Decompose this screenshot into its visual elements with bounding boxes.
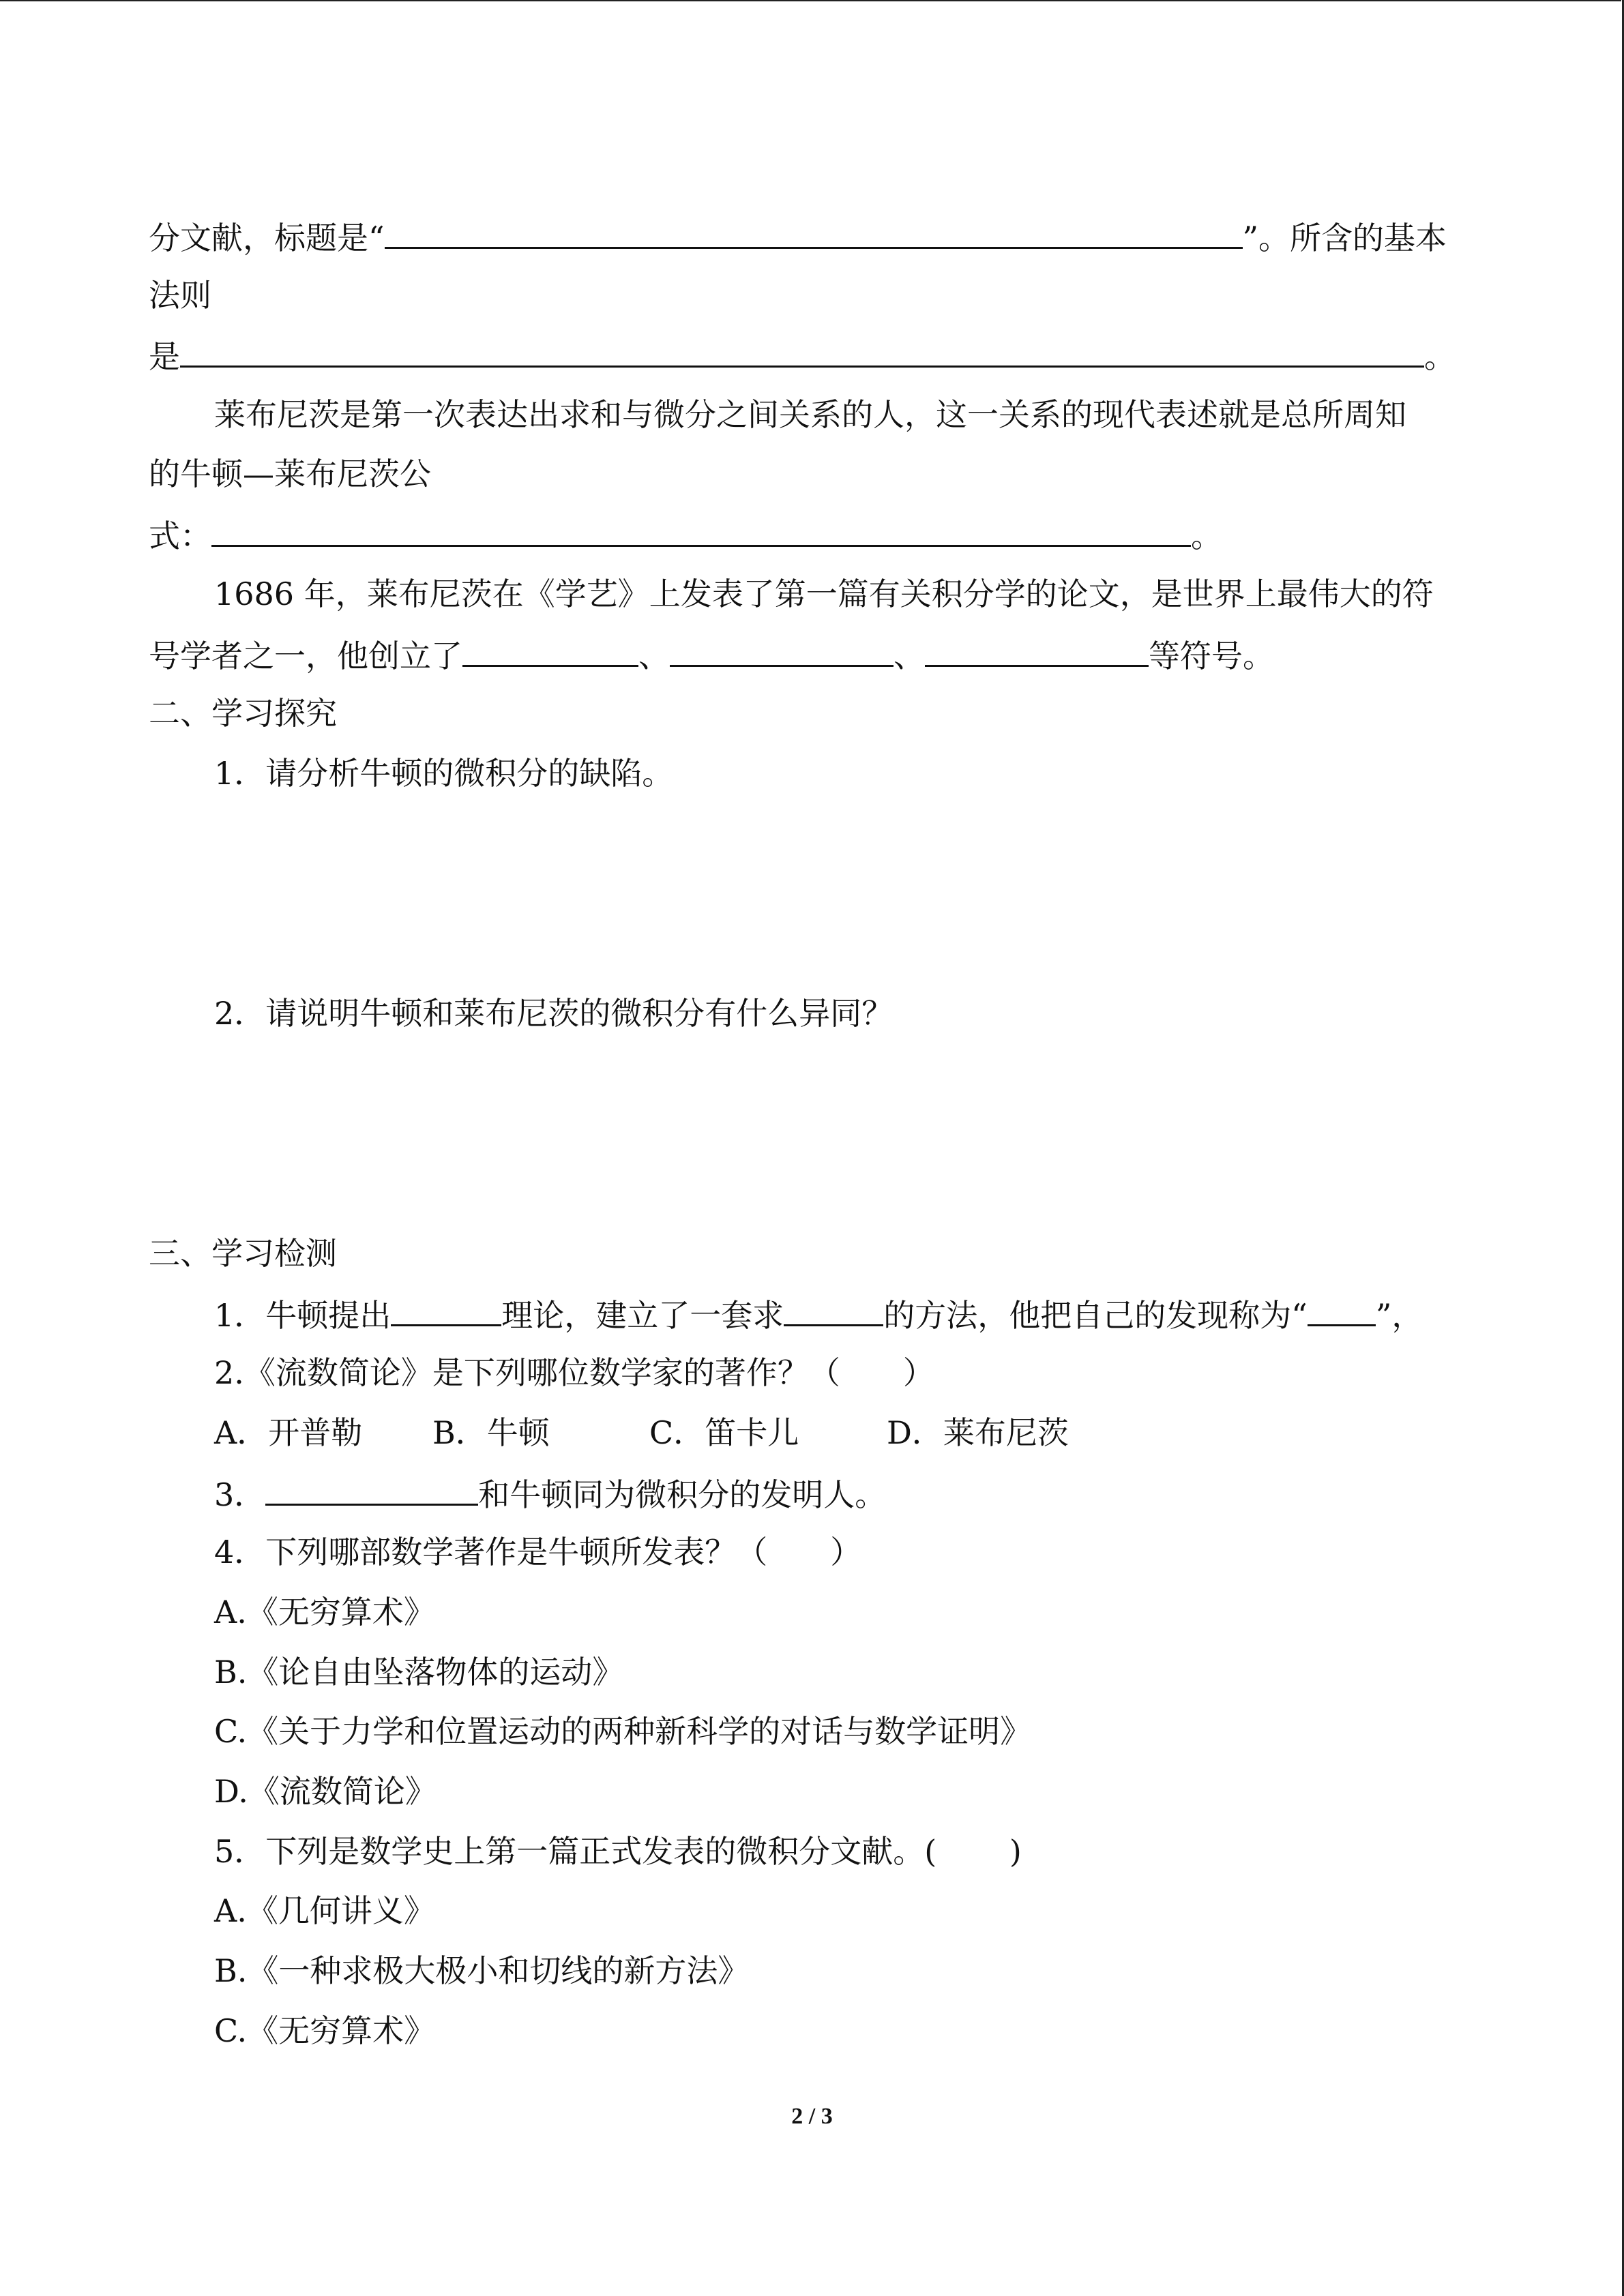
option[interactable]: D.《流数简论》 bbox=[214, 1773, 437, 1810]
text-line: 莱布尼茨是第一次表达出求和与微分之间关系的人，这一关系的现代表述就是总所周知 bbox=[214, 396, 1406, 433]
fill-blank[interactable] bbox=[1308, 1293, 1376, 1326]
question: 2．请说明牛顿和莱布尼茨的微积分有什么异同？ bbox=[214, 995, 894, 1032]
text: 。 bbox=[1191, 518, 1222, 554]
text: 号学者之一，他创立了 bbox=[149, 638, 462, 674]
text-line bbox=[149, 633, 1274, 676]
text: ”， bbox=[1375, 1297, 1423, 1334]
text: 等符号。 bbox=[1149, 638, 1274, 674]
text: 式： bbox=[149, 518, 211, 554]
text: ”。所含的基本 bbox=[1242, 220, 1447, 256]
option[interactable]: A.《几何讲义》 bbox=[214, 1892, 435, 1929]
option[interactable]: D．莱布尼茨 bbox=[887, 1414, 1069, 1451]
fill-blank[interactable] bbox=[265, 1472, 478, 1506]
text: 和牛顿同为微积分的发明人。 bbox=[478, 1476, 887, 1513]
page-top-border bbox=[0, 0, 1621, 1]
text: 分文献，标题是“ bbox=[149, 220, 385, 256]
option[interactable]: B．牛顿 bbox=[432, 1414, 550, 1451]
fill-blank-title[interactable] bbox=[385, 215, 1243, 249]
option[interactable]: B.《一种求极大极小和切线的新方法》 bbox=[214, 1952, 750, 1989]
text: 的方法，他把自己的发现称为“ bbox=[883, 1297, 1308, 1334]
option[interactable]: A．开普勒 bbox=[214, 1414, 363, 1451]
section-heading: 三、学习检测 bbox=[149, 1235, 337, 1272]
fill-blank[interactable] bbox=[784, 1293, 883, 1326]
option[interactable]: C.《关于力学和位置运动的两种新科学的对话与数学证明》 bbox=[214, 1713, 1032, 1750]
text: 、 bbox=[894, 638, 925, 674]
page-number: 2 / 3 bbox=[791, 2104, 833, 2129]
text-line bbox=[149, 334, 1456, 377]
text: 。 bbox=[1424, 338, 1456, 375]
option[interactable]: C．笛卡儿 bbox=[649, 1414, 799, 1451]
text: 3． bbox=[214, 1476, 266, 1513]
text: 1．牛顿提出 bbox=[214, 1297, 392, 1334]
question: 4．下列哪部数学著作是牛顿所发表？（ ） bbox=[214, 1534, 862, 1570]
question bbox=[214, 1293, 1423, 1336]
text-line bbox=[149, 513, 1222, 556]
option[interactable]: A.《无穷算术》 bbox=[214, 1594, 435, 1630]
fill-blank-symbol-3[interactable] bbox=[925, 633, 1149, 667]
text-line: 法则 bbox=[149, 277, 211, 314]
fill-blank-formula[interactable] bbox=[211, 513, 1191, 547]
fill-blank[interactable] bbox=[391, 1293, 501, 1326]
question: 5．下列是数学史上第一篇正式发表的微积分文献。( ) bbox=[214, 1833, 1022, 1870]
options-row bbox=[214, 1412, 1069, 1453]
text: 、 bbox=[638, 638, 670, 674]
text: 理论，建立了一套求 bbox=[501, 1297, 784, 1334]
text: 是 bbox=[149, 338, 180, 375]
question bbox=[214, 1472, 886, 1515]
option[interactable]: B.《论自由坠落物体的运动》 bbox=[214, 1654, 624, 1690]
fill-blank-symbol-1[interactable] bbox=[462, 633, 638, 667]
question: 1．请分析牛顿的微积分的缺陷。 bbox=[214, 755, 674, 792]
section-heading: 二、学习探究 bbox=[149, 695, 337, 732]
fill-blank-symbol-2[interactable] bbox=[670, 633, 894, 667]
question: 2.《流数简论》是下列哪位数学家的著作？（ ） bbox=[214, 1354, 934, 1391]
option[interactable]: C.《无穷算术》 bbox=[214, 2012, 436, 2049]
text-line: 的牛顿—莱布尼茨公 bbox=[149, 456, 431, 492]
text-line bbox=[149, 215, 1447, 258]
text-line: 1686 年，莱布尼茨在《学艺》上发表了第一篇有关积分学的论文，是世界上最伟大的符 bbox=[214, 576, 1434, 612]
fill-blank-law[interactable] bbox=[180, 334, 1424, 368]
